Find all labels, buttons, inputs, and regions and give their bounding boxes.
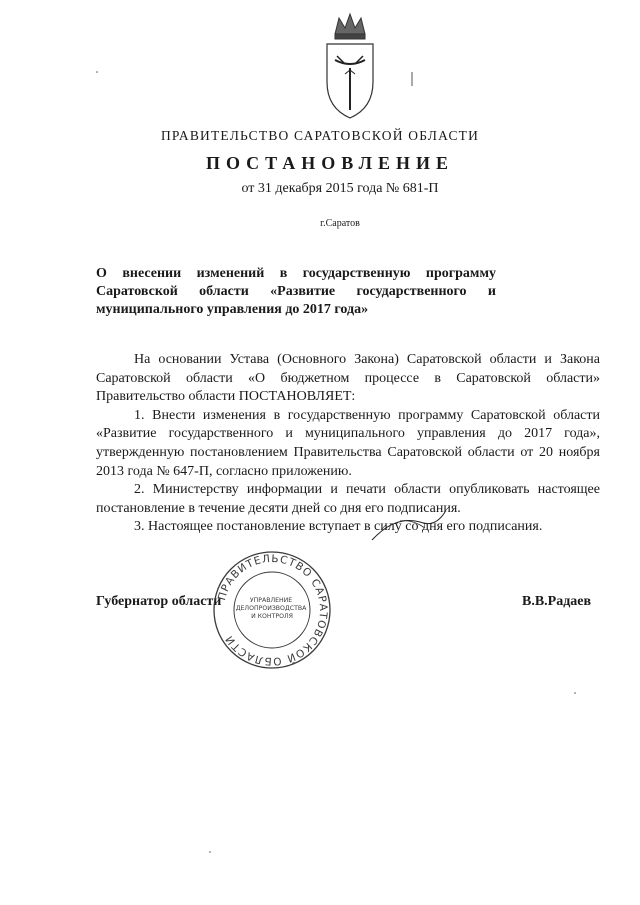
body-item-1: 1. Внести изменения в государственную программу Саратовской области «Развитие государственного и муниципального управления до 2017 года», утвержденную постановлением Правительства Саратовской области от 20 ноября 2013 года № 647-П, согласно приложению. xyxy=(96,407,600,479)
signature-position: Губернатор области xyxy=(96,594,222,609)
svg-text:УПРАВЛЕНИЕ ДЕЛОПРОИЗВОДСТВ: УПРАВЛЕНИЕ ДЕЛОПРОИЗВОДСТВА И КОНТРОЛЯ xyxy=(235,597,307,620)
signature-name: В.В.Радаев xyxy=(522,594,592,609)
resolution-title: О внесении изменений в государственную программу Саратовской области «Развитие государственного и муниципального управления до 2017 года» xyxy=(96,266,496,317)
document-city: г.Саратов xyxy=(320,218,360,229)
body-item-3: 3. Настоящее постановление вступает в силу со дня его подписания. xyxy=(134,519,543,535)
body-item-2: 2. Министерству информации и печати области опубликовать настоящее постановление в течение десяти дней со дня его подписания. xyxy=(96,482,600,516)
coat-of-arms-emblem xyxy=(315,12,385,122)
document-date-number: от 31 декабря 2015 года № 681-П xyxy=(241,181,439,196)
body-intro: На основании Устава (Основного Закона) Саратовской области и Закона Саратовской области «О бюджетном процессе в Саратовской области» Правительство области ПОСТАНОВЛЯЕТ: xyxy=(96,352,600,405)
resolution-body xyxy=(96,351,600,537)
official-seal-stamp xyxy=(210,548,334,672)
document-type-title: ПОСТАНОВЛЕНИЕ xyxy=(205,153,455,173)
government-name: ПРАВИТЕЛЬСТВО САРАТОВСКОЙ ОБЛАСТИ xyxy=(160,128,480,143)
seal-outer-text: ПРАВИТЕЛЬСТВО САРАТОВСКОЙ ОБЛАСТИ xyxy=(215,552,330,668)
